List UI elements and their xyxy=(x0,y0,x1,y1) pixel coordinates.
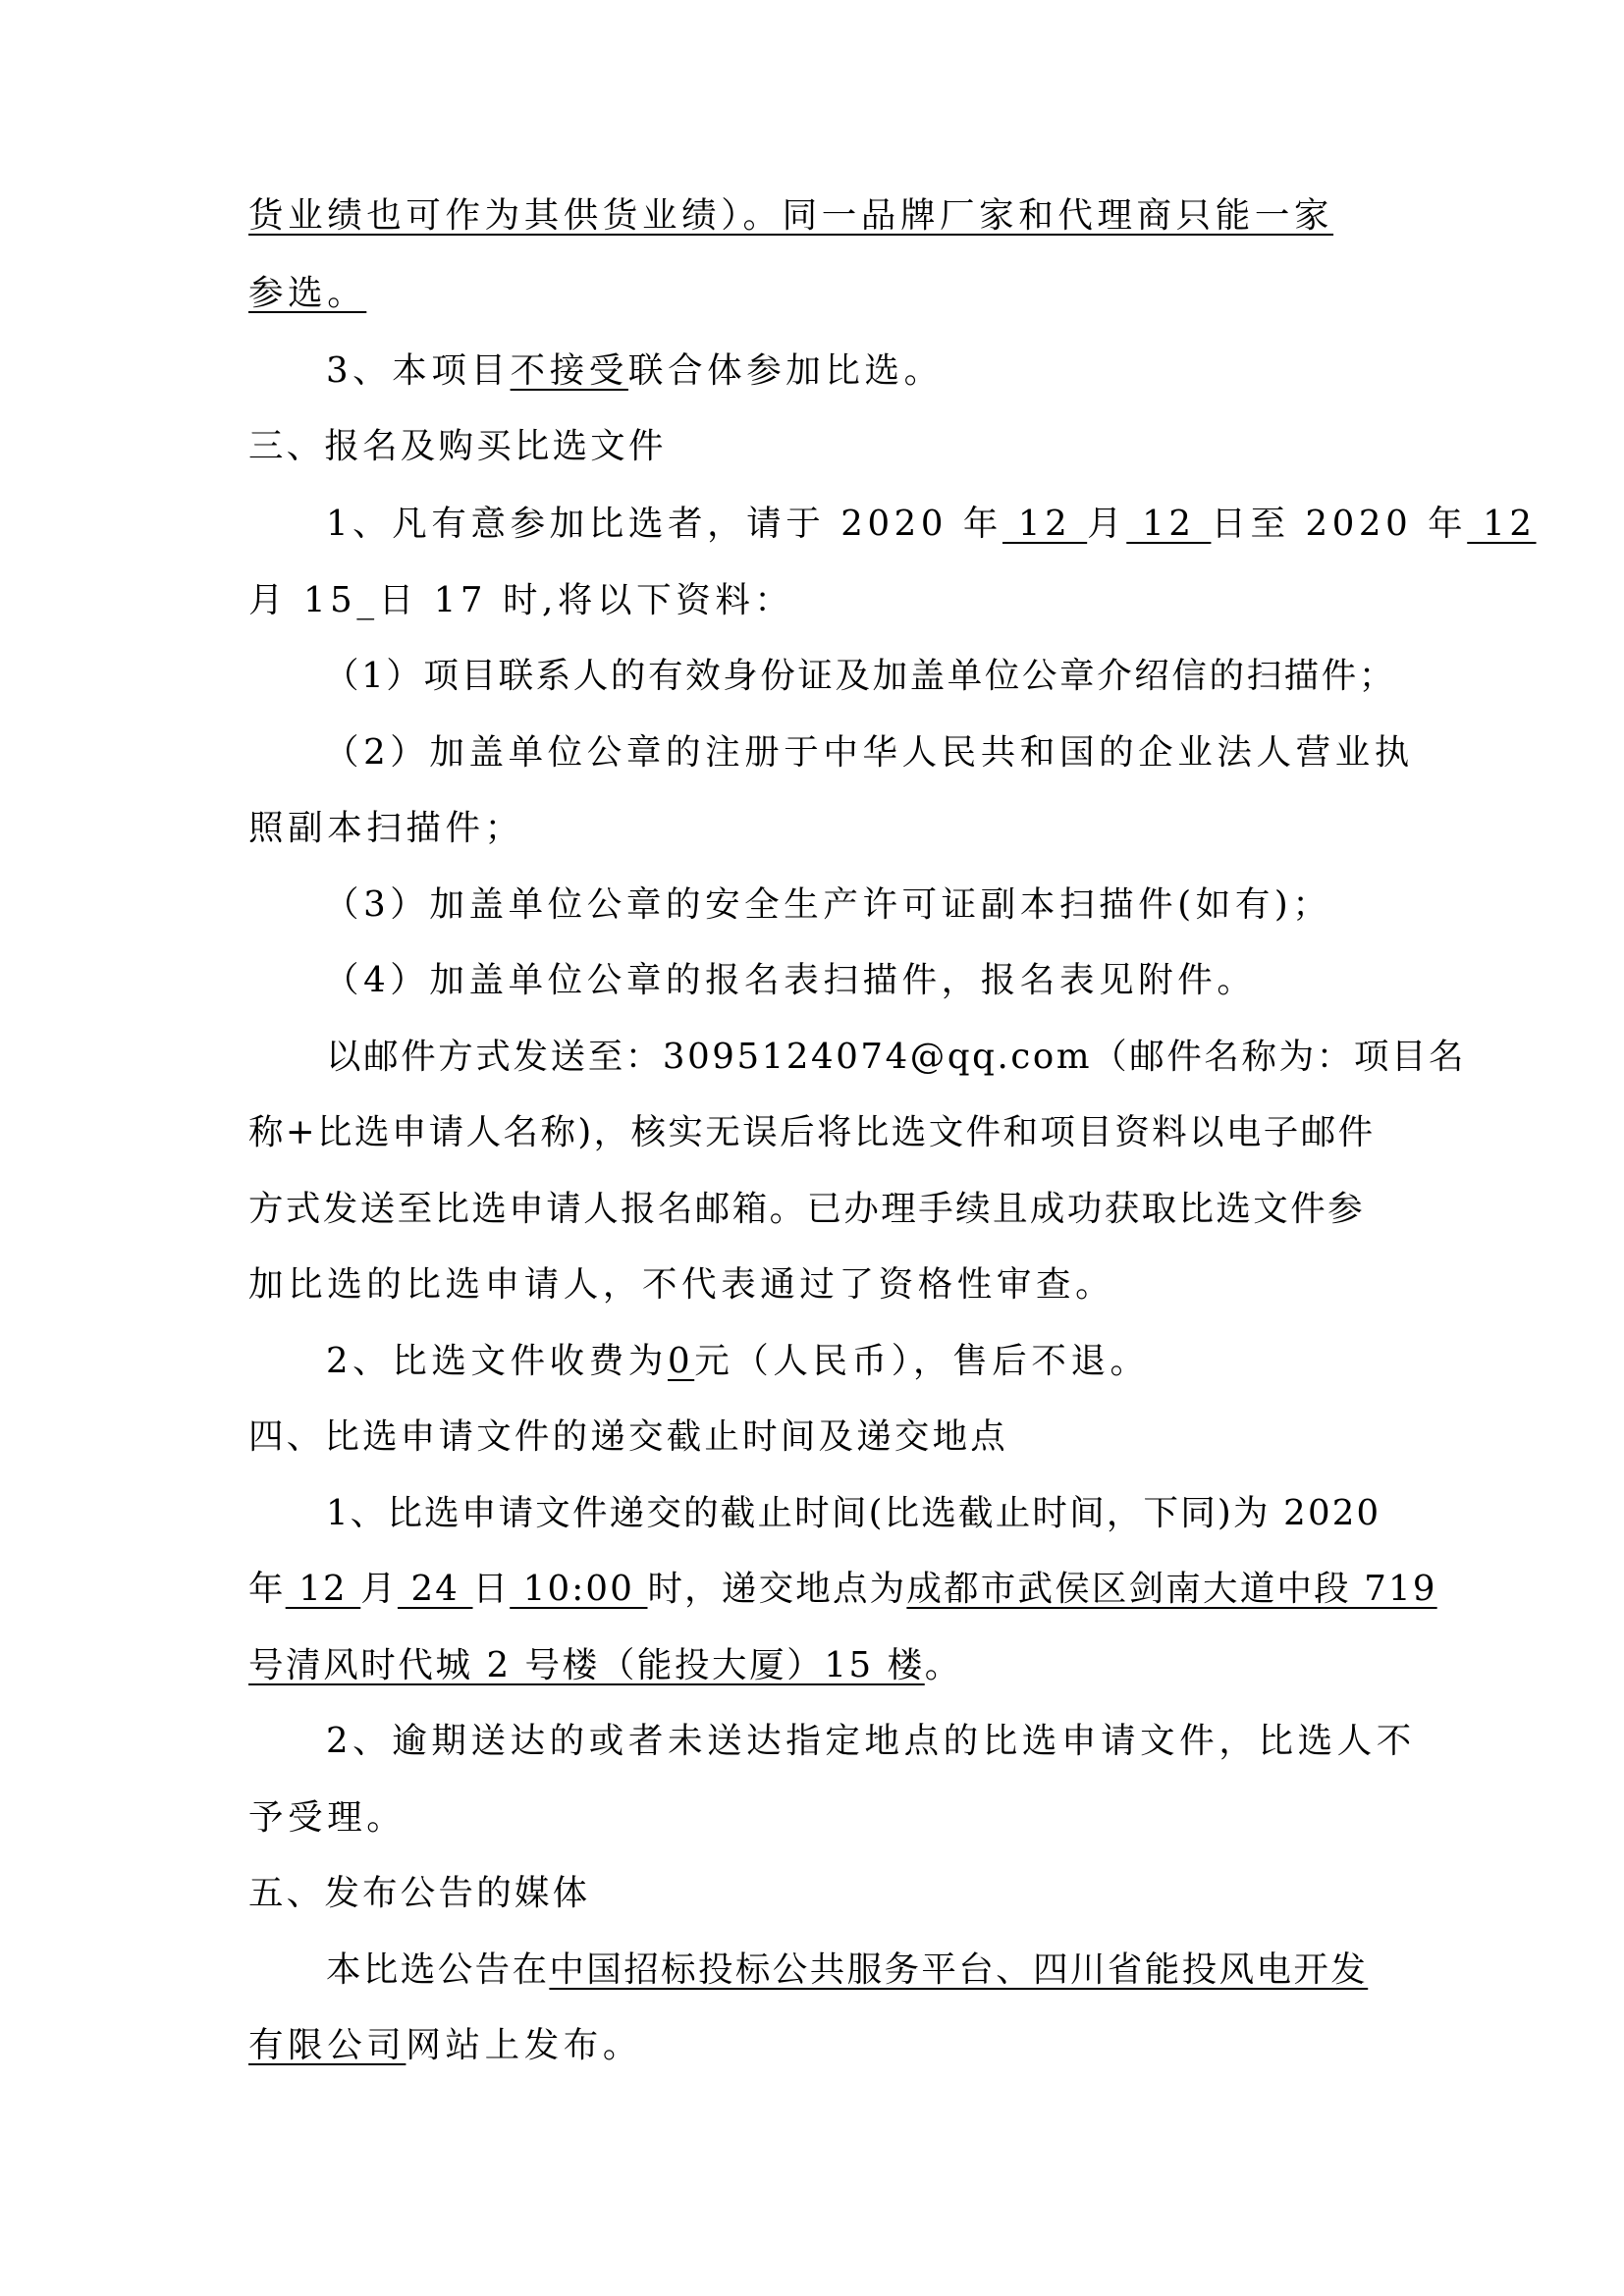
underlined-text: 不接受 xyxy=(510,350,628,391)
paragraph-line xyxy=(248,192,1333,240)
underlined-text: 0 xyxy=(668,1341,695,1381)
paragraph-line xyxy=(248,1566,1437,1613)
paragraph-line xyxy=(248,577,794,624)
paragraph-line xyxy=(248,1109,1376,1156)
paragraph-line xyxy=(326,1718,1416,1765)
text-segment: 联合体参加比选。 xyxy=(627,350,944,391)
list-item xyxy=(324,881,1332,929)
paragraph-line xyxy=(326,1338,1150,1385)
text-segment: 本比选公告在 xyxy=(326,1949,550,1990)
text-segment: 1、凡有意参加比选者，请于 2020 年 xyxy=(326,504,1003,544)
underlined-text: 号清风时代城 2 号楼（能投大厦）15 楼 xyxy=(248,1645,925,1685)
heading-text: 四、比选申请文件的递交截止时间及递交地点 xyxy=(248,1416,1009,1457)
paragraph-line xyxy=(248,1642,962,1689)
paragraph-line xyxy=(248,2022,642,2069)
paragraph-line xyxy=(248,270,366,317)
paragraph-line xyxy=(326,1490,1380,1537)
text-segment: （4）加盖单位公章的报名表扫描件，报名表见附件。 xyxy=(324,960,1257,1000)
paragraph-line xyxy=(326,501,1537,548)
heading-text: 五、发布公告的媒体 xyxy=(248,1873,591,1913)
text-segment: 月 xyxy=(360,1569,398,1609)
paragraph-line xyxy=(248,1186,1365,1233)
text-segment: 1、比选申请文件递交的截止时间(比选截止时间，下同)为 2020 xyxy=(326,1493,1381,1533)
section-heading xyxy=(248,1414,1008,1461)
text-segment: 称+比选申请人名称)，核实无误后将比选文件和项目资料以电子邮件 xyxy=(248,1112,1376,1152)
text-segment: 。 xyxy=(924,1645,962,1685)
text-segment: （3）加盖单位公章的安全生产许可证副本扫描件(如有)； xyxy=(324,884,1332,925)
list-item xyxy=(324,729,1414,776)
underlined-text: 12 xyxy=(1467,504,1537,544)
text-segment: 2、逾期送达的或者未送达指定地点的比选申请文件，比选人不 xyxy=(326,1721,1416,1761)
text-segment: 予受理。 xyxy=(248,1797,406,1838)
text-segment: 网站上发布。 xyxy=(406,2025,643,2065)
underlined-text: 有限公司 xyxy=(248,2025,406,2065)
underlined-text: 货业绩也可作为其供货业绩）。同一品牌厂家和代理商只能一家 xyxy=(248,195,1334,236)
section-heading xyxy=(248,1870,590,1917)
text-segment: 加比选的比选申请人，不代表通过了资格性审查。 xyxy=(248,1264,1115,1305)
text-segment: 月 15_日 17 时,将以下资料： xyxy=(248,580,794,620)
underlined-text: 参选。 xyxy=(248,273,367,313)
text-segment: 照副本扫描件； xyxy=(248,808,524,848)
text-segment: 时，递交地点为 xyxy=(647,1569,907,1609)
text-segment: 3、本项目 xyxy=(326,350,511,391)
text-segment: 2、比选文件收费为 xyxy=(326,1341,668,1381)
paragraph-line xyxy=(248,1794,406,1842)
paragraph-line xyxy=(248,805,524,852)
underlined-text: 24 xyxy=(397,1569,473,1609)
list-item xyxy=(324,957,1257,1004)
text-segment: 日 xyxy=(472,1569,511,1609)
text-segment: 元（人民币），售后不退。 xyxy=(694,1341,1150,1381)
text-segment: 以邮件方式发送至：3095124074@qq.com（邮件名称为：项目名 xyxy=(326,1037,1467,1077)
underlined-text: 12 xyxy=(1126,504,1212,544)
section-heading xyxy=(248,423,667,470)
text-segment: 方式发送至比选申请人报名邮箱。已办理手续且成功获取比选文件参 xyxy=(248,1189,1366,1229)
text-segment: 月 xyxy=(1087,504,1127,544)
text-segment: （1）项目联系人的有效身份证及加盖单位公章介绍信的扫描件； xyxy=(324,656,1396,696)
paragraph-line xyxy=(326,1947,1368,1994)
underlined-text: 10:00 xyxy=(510,1569,648,1609)
underlined-text: 成都市武侯区剑南大道中段 719 xyxy=(906,1569,1437,1609)
text-segment: （2）加盖单位公章的注册于中华人民共和国的企业法人营业执 xyxy=(324,732,1414,773)
paragraph-line xyxy=(248,1261,1114,1308)
underlined-text: 12 xyxy=(1002,504,1088,544)
underlined-text: 12 xyxy=(285,1569,361,1609)
paragraph-line xyxy=(326,347,944,395)
underlined-text: 中国招标投标公共服务平台、四川省能投风电开发 xyxy=(549,1949,1369,1990)
heading-text: 三、报名及购买比选文件 xyxy=(248,426,667,466)
text-segment: 日至 2020 年 xyxy=(1211,504,1468,544)
text-segment: 年 xyxy=(248,1569,286,1609)
list-item xyxy=(324,653,1396,700)
paragraph-line xyxy=(326,1034,1466,1081)
